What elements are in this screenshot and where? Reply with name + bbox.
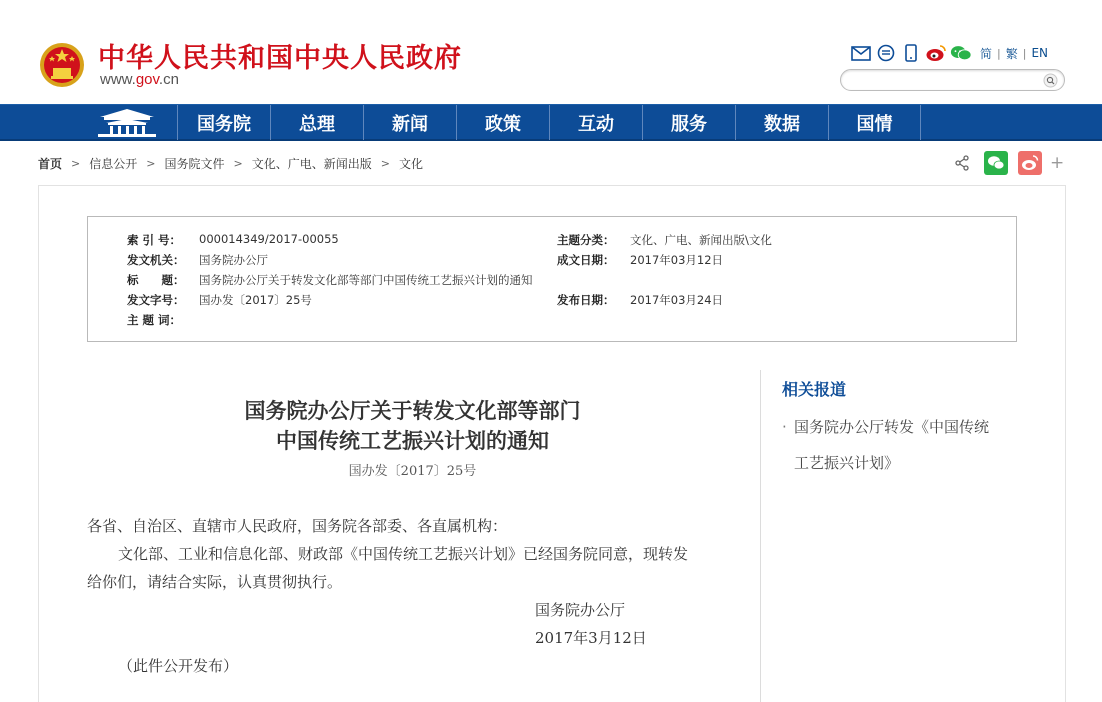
share-more-button[interactable]: + <box>1050 153 1065 173</box>
info-topic-value: 文化、广电、新闻出版\文化 <box>630 233 772 247</box>
article-signature: 国务院办公厅 <box>535 601 626 619</box>
nav-item-national-info[interactable]: 国情 <box>828 105 921 140</box>
info-issuer-label: 发文机关： <box>127 253 185 267</box>
site-header <box>0 0 1102 104</box>
breadcrumb-separator: > <box>71 157 81 170</box>
nav-item-services[interactable]: 服务 <box>642 105 735 140</box>
mobile-icon[interactable] <box>900 43 922 63</box>
info-title-label: 标 题： <box>127 273 185 287</box>
url-gov: gov <box>135 71 159 88</box>
site-url[interactable] <box>100 71 179 88</box>
article-title-line2: 中国传统工艺振兴计划的通知 <box>276 428 549 453</box>
nav-items <box>177 105 921 140</box>
share-icon[interactable] <box>950 151 974 175</box>
info-docno-label: 发文字号： <box>127 293 185 307</box>
article-title-line1: 国务院办公厅关于转发文化部等部门 <box>244 398 581 423</box>
info-title-value: 国务院办公厅关于转发文化部等部门中国传统工艺振兴计划的通知 <box>199 273 533 287</box>
info-issuer-value: 国务院办公厅 <box>199 253 268 267</box>
info-date-value: 2017年03月12日 <box>630 253 724 267</box>
breadcrumb-culture[interactable]: 文化 <box>398 157 423 171</box>
info-date-label: 成文日期： <box>557 253 615 267</box>
nav-item-data[interactable]: 数据 <box>735 105 828 140</box>
article-doc-number: 国办发〔2017〕25号 <box>348 464 477 479</box>
info-pubdate-value: 2017年03月24日 <box>630 293 724 307</box>
message-icon[interactable] <box>875 43 897 63</box>
share-bar <box>950 151 1064 175</box>
wechat-icon[interactable] <box>950 43 972 63</box>
article-body-line1: 文化部、工业和信息化部、财政部《中国传统工艺振兴计划》已经国务院同意，现转发 <box>118 545 689 563</box>
info-keywords-label: 主 题 词： <box>127 313 182 327</box>
nav-item-premier[interactable]: 总理 <box>270 105 363 140</box>
mail-icon[interactable] <box>850 43 872 63</box>
lang-english[interactable]: EN <box>1031 46 1049 60</box>
lang-separator: | <box>1022 46 1027 60</box>
related-item-line1: 国务院办公厅转发《中国传统 <box>794 418 990 436</box>
article-note: （此件公开发布） <box>118 657 239 675</box>
info-docno-value: 国办发〔2017〕25号 <box>199 293 312 307</box>
header-tools <box>850 42 1053 64</box>
breadcrumb-separator: > <box>146 157 156 170</box>
breadcrumb-culture-media[interactable]: 文化、广电、新闻出版 <box>251 157 372 171</box>
breadcrumb-separator: > <box>380 157 390 170</box>
national-emblem-icon[interactable] <box>38 40 86 90</box>
lang-traditional[interactable]: 繁 <box>1005 46 1018 61</box>
info-pubdate-label: 发布日期： <box>557 293 615 307</box>
breadcrumb-info-disclosure[interactable]: 信息公开 <box>89 157 138 171</box>
document-info-table <box>87 216 1017 342</box>
nav-item-state-council[interactable]: 国务院 <box>177 105 270 140</box>
lang-simplified[interactable]: 简 <box>980 46 993 61</box>
article-title <box>150 396 675 456</box>
share-wechat-icon[interactable] <box>984 151 1008 175</box>
breadcrumb-state-council-docs[interactable]: 国务院文件 <box>164 157 225 171</box>
main-nav <box>0 104 1102 141</box>
column-divider <box>760 370 761 702</box>
info-topic-label: 主题分类： <box>557 233 615 247</box>
search-box <box>840 69 1065 91</box>
home-gate-icon[interactable] <box>96 107 158 139</box>
breadcrumb-home[interactable]: 首页 <box>38 157 63 171</box>
search-input[interactable] <box>851 72 1031 88</box>
article-sign-date: 2017年3月12日 <box>535 629 647 647</box>
related-bullet: · <box>782 418 787 436</box>
weibo-icon[interactable] <box>925 43 947 63</box>
info-index-value: 000014349/2017-00055 <box>199 232 339 246</box>
article-body-line2: 给你们，请结合实际，认真贯彻执行。 <box>87 573 343 591</box>
breadcrumb <box>38 155 423 172</box>
related-item-line2: 工艺振兴计划》 <box>794 454 900 472</box>
nav-item-news[interactable]: 新闻 <box>363 105 456 140</box>
related-reports-title: 相关报道 <box>782 380 847 399</box>
url-suffix: .cn <box>158 71 179 88</box>
share-weibo-icon[interactable] <box>1018 151 1042 175</box>
breadcrumb-separator: > <box>233 157 243 170</box>
article-salutation: 各省、自治区、直辖市人民政府，国务院各部委、各直属机构： <box>87 517 508 535</box>
lang-separator: | <box>997 46 1001 60</box>
info-index-label: 索 引 号： <box>127 233 182 247</box>
nav-item-policy[interactable]: 政策 <box>456 105 549 140</box>
related-item[interactable] <box>782 409 1022 481</box>
search-icon[interactable] <box>1043 73 1058 88</box>
site-title[interactable]: 中华人民共和国中央人民政府 <box>98 43 462 74</box>
nav-item-interaction[interactable]: 互动 <box>549 105 642 140</box>
url-prefix: www. <box>100 71 136 88</box>
